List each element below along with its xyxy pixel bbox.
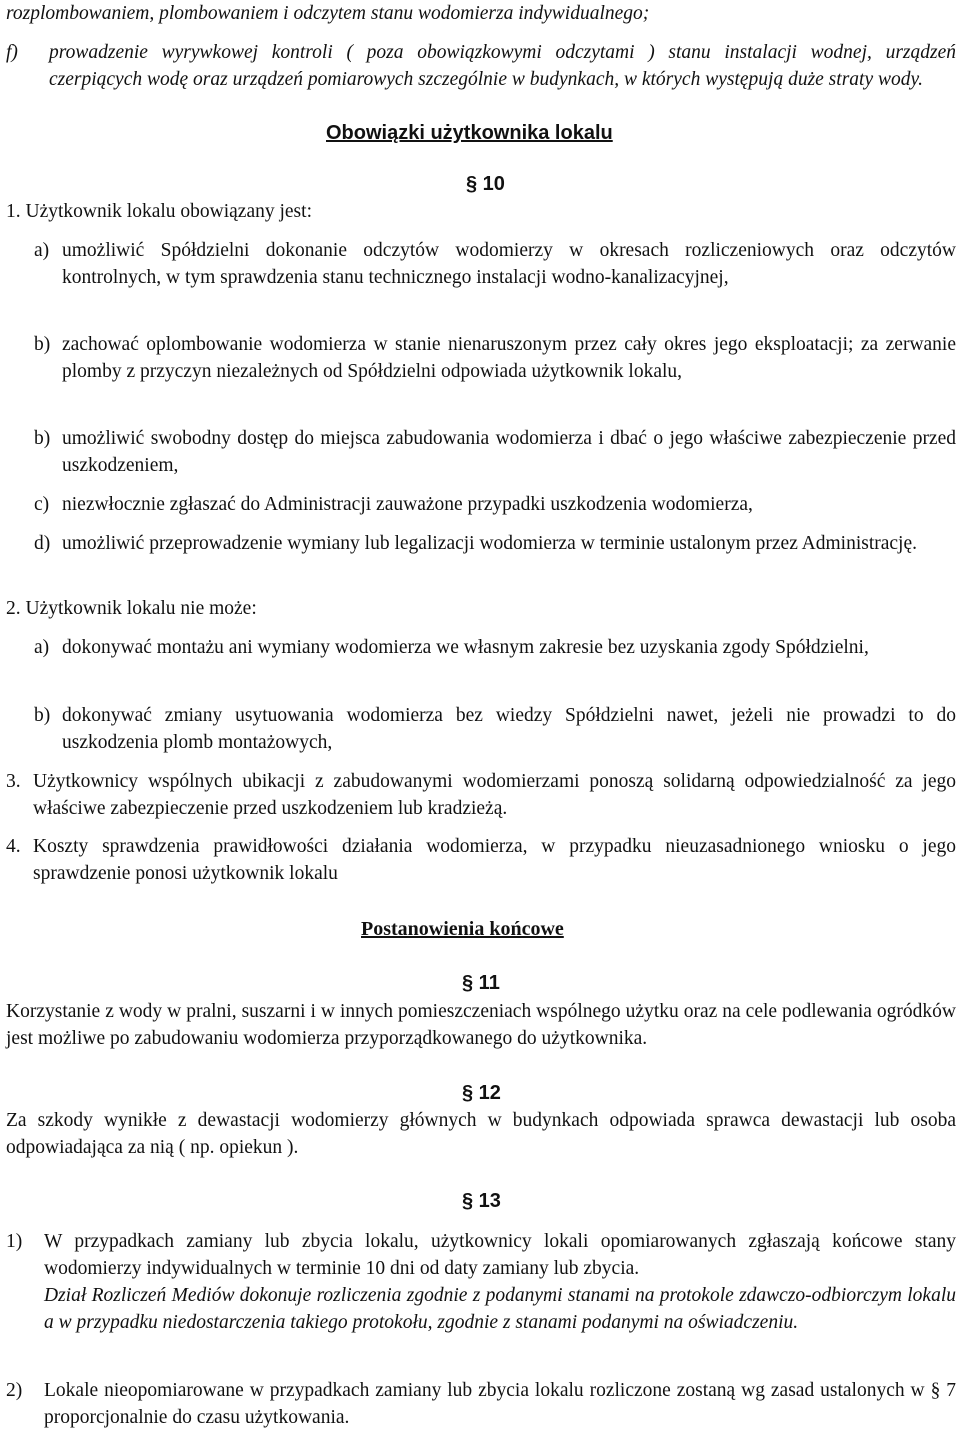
item-text: dokonywać zmiany usytuowania wodomierza bez wiedzy Spółdzielni nawet, jeżeli nie prowadzi to do uszkodzenia plomb montażowych, xyxy=(62,705,956,753)
item-label: 3. xyxy=(6,771,21,792)
list-item-b xyxy=(34,331,956,385)
item-text: W przypadkach zamiany lub zbycia lokalu, użytkownicy lokali opomiarowanych zgłaszają końcowe stany wodomierzy indywidualnych w terminie 10 dni od daty zamiany lub zbycia. xyxy=(44,1231,956,1279)
item-label: c) xyxy=(34,494,50,515)
item-italic-note: Dział Rozliczeń Mediów dokonuje rozliczenia zgodnie z podanymi stanami na protokole zdawczo-odbiorczym lokalu a w przypadku niedostarczenia takiego protokołu, zgodnie z stanami podanymi na oświadczeniu. xyxy=(44,1285,956,1333)
item-label: d) xyxy=(34,533,51,554)
item-text: Koszty sprawdzenia prawidłowości działania wodomierza, w przypadku nieuzasadnionego wniosku o jego sprawdzenie ponosi użytkownik lokalu xyxy=(33,836,956,884)
item-text: Lokale nieopomiarowane w przypadkach zamiany lub zbycia lokalu rozliczone zostaną wg zasad ustalonych w § 7 proporcjonalnie do czasu użytkowania. xyxy=(44,1380,956,1428)
item-label: b) xyxy=(34,428,51,449)
item-label: b) xyxy=(34,705,51,726)
section-heading-user-duties: Obowiązki użytkownika lokalu xyxy=(326,122,613,144)
item-text: zachować oplombowanie wodomierza w stanie nienaruszonym przez cały okres jego eksploatacji; za zerwanie plomby z przyczyn niezależnych od Spółdzielni odpowiada użytkownik lokalu, xyxy=(62,334,956,382)
continuation-line: rozplombowaniem, plombowaniem i odczytem stanu wodomierza indywidualnego; xyxy=(6,3,650,24)
item-text: Użytkownicy wspólnych ubikacji z zabudowanymi wodomierzami ponoszą solidarną odpowiedzialność za jego właściwe zabezpieczenie przed uszkodzeniem lub kradzieżą. xyxy=(33,771,956,819)
item-label: a) xyxy=(34,240,50,261)
list-item-a xyxy=(34,237,956,291)
item-label: b) xyxy=(34,334,51,355)
item-label: a) xyxy=(34,637,50,658)
item-text: umożliwić swobodny dostęp do miejsca zabudowania wodomierza i dbać o jego właściwe zabezpieczenie przed uszkodzeniem, xyxy=(62,428,956,476)
point-1-heading: 1. Użytkownik lokalu obowiązany jest: xyxy=(6,201,312,222)
section-heading-final-provisions: Postanowienia końcowe xyxy=(361,918,564,940)
item-text: prowadzenie wyrywkowej kontroli ( poza obowiązkowymi odczytami ) stanu instalacji wodnej, urządzeń czerpiących wodę oraz urządzeń pomiarowych szczególnie w budynkach, w których występują duże straty wody. xyxy=(49,42,956,90)
p13-item-2 xyxy=(6,1377,956,1431)
item-text: umożliwić Spółdzielni dokonanie odczytów wodomierzy w okresach rozliczeniowych oraz odczytów kontrolnych, w tym sprawdzenia stanu technicznego instalacji wodno-kanalizacyjnej, xyxy=(62,240,956,288)
item-text: niezwłocznie zgłaszać do Administracji zauważone przypadki uszkodzenia wodomierza, xyxy=(62,494,753,515)
list-item-d xyxy=(34,530,956,557)
list-item-b2 xyxy=(34,425,956,479)
paragraph-mark-13: § 13 xyxy=(462,1190,501,1212)
item-label: 2) xyxy=(6,1380,23,1401)
item-text: umożliwić przeprowadzenie wymiany lub legalizacji wodomierza w terminie ustalonym przez Administrację. xyxy=(62,533,917,554)
paragraph-mark-10: § 10 xyxy=(466,173,505,195)
point-4 xyxy=(6,833,956,887)
list-item-c xyxy=(34,491,956,518)
item-label: 4. xyxy=(6,836,21,857)
point-2-heading: 2. Użytkownik lokalu nie może: xyxy=(6,598,257,619)
item-label: f) xyxy=(6,42,18,63)
item-text: dokonywać montażu ani wymiany wodomierza we własnym zakresie bez uzyskania zgody Spółdzielni, xyxy=(62,637,869,658)
list-item-f xyxy=(6,39,956,93)
point-3 xyxy=(6,768,956,822)
list-item-2b xyxy=(34,702,956,756)
paragraph-mark-11: § 11 xyxy=(462,972,500,994)
list-item-2a xyxy=(34,634,956,661)
p13-item-1 xyxy=(6,1228,956,1336)
paragraph-mark-12: § 12 xyxy=(462,1082,501,1104)
paragraph-11-text: Korzystanie z wody w pralni, suszarni i w innych pomieszczeniach wspólnego użytku oraz na cele podlewania ogródków jest możliwe po zabudowaniu wodomierza przyporządkowanego do użytkownika. xyxy=(6,1001,956,1049)
paragraph-12-text: Za szkody wynikłe z dewastacji wodomierzy głównych w budynkach odpowiada sprawca dewastacji lub osoba odpowiadająca za nią ( np. opiekun ). xyxy=(6,1110,956,1158)
item-label: 1) xyxy=(6,1231,23,1252)
